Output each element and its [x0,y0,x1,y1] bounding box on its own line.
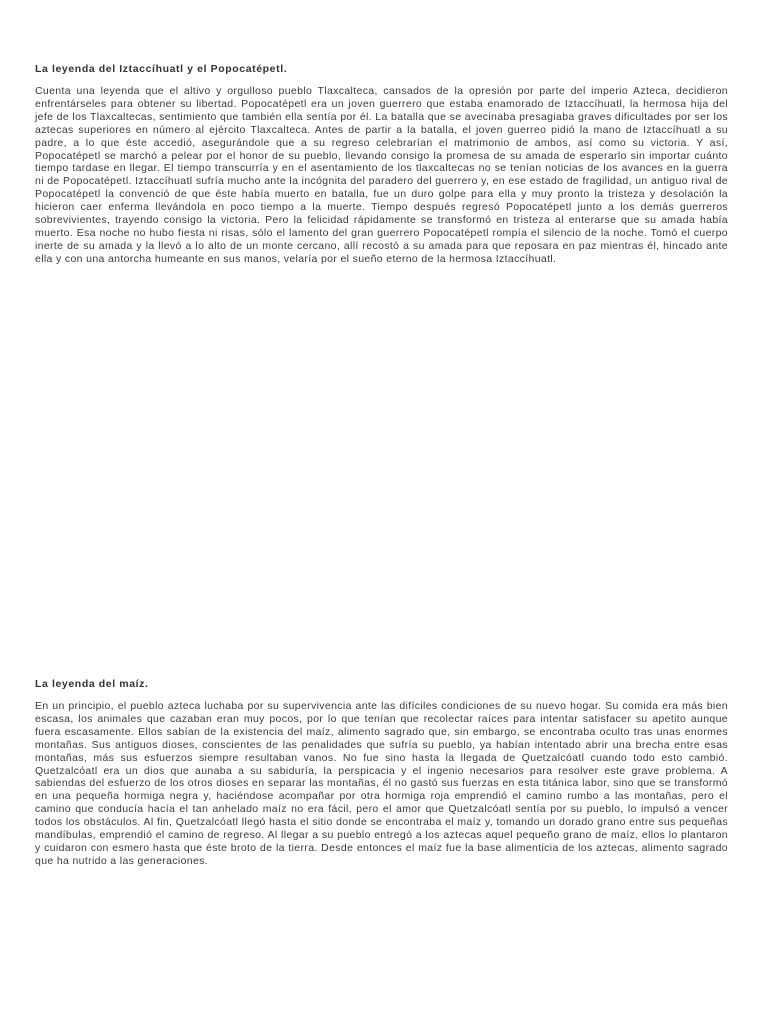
section-body: Cuenta una leyenda que el altivo y orgulloso pueblo Tlaxcalteca, cansados de la opresión por parte del imperio Azteca, decidieron enfrentárseles para obtener su libertad. Popocatépetl era un joven guerrero que estaba enamorado de Iztaccíhuatl, la hermosa hija del jefe de los Tlaxcaltecas, sentimiento que también ella sentía por él. La batalla que se avecinaba presagiaba graves dificultades por ser los aztecas superiores en número al ejército Tlaxcalteca. Antes de partir a la batalla, el joven guerreo pidió la mano de Iztaccíhuatl a su padre, a lo que éste accedió, asegurándole que a su regreso celebrarían el matrimonio de ambos, así como su victoria. Y así, Popocatépetl se marchó a pelear por el honor de su pueblo, llevando consigo la promesa de su amada de esperarlo sin importar cuánto tiempo tardase en llegar. El tiempo transcurría y en el asentamiento de los tlaxcaltecas no se tenían noticias de los avances en la guerra ni de Popocatépetl. Iztaccíhuatl sufría mucho ante la incógnita del paradero del guerrero y, en ese estado de fragilidad, un antiguo rival de Popocatépetl la convenció de que éste había muerto en batalla, fue un duro golpe para ella y muy pronto la tristeza y desolación la hicieron caer enferma llevándola en poco tiempo a la muerte. Tiempo después regresó Popocatépetl junto a los demás guerreros sobrevivientes, trayendo consigo la victoria. Pero la felicidad rápidamente se transformó en tristeza al enterarse que su amada había muerto. Esa noche no hubo fiesta ni risas, sólo el lamento del gran guerrero Popocatépetl rompía el silencio de la noche. Tomó el cuerpo inerte de su amada y la llevó a lo alto de un monte cercano, allí recostó a su amada para que reposara en paz mientras él, hincado ante ella y con una antorcha humeante en sus manos, velaría por el sueño eterno de la hermosa Iztaccíhuatl. [35,85,728,265]
section-body: En un principio, el pueblo azteca luchaba por su supervivencia ante las difíciles condiciones de su nuevo hogar. Su comida era más bien escasa, los animales que cazaban eran muy pocos, por lo que tenían que recolectar raíces para intentar satisfacer su apetito aunque fuera escasamente. Ellos sabían de la existencia del maíz, alimento sagrado que, sin embargo, se encontraba oculto tras unas enormes montañas. Sus antiguos dioses, conscientes de las penalidades que sufría su pueblo, ya habían intentado abrir una brecha entre esas montañas, más sus esfuerzos siempre resultaban vanos. No fue sino hasta la llegada de Quetzalcóatl cuando todo esto cambió. Quetzalcóatl era un dios que aunaba a su sabiduría, la perspicacia y el ingenio necesarios para resolver este grave problema. A sabiendas del esfuerzo de los otros dioses en separar las montañas, él no gastó sus fuerzas en esta titánica labor, sino que se transformó en una pequeña hormiga negra y, haciéndose acompañar por otra hormiga roja emprendió el camino rumbo a las montañas, pero el camino que conducía hacía el tan anhelado maíz no era fácil, pero el amor que Quetzalcóatl sentía por su pueblo, lo impulsó a vencer todos los obstáculos. Al fin, Quetzalcóatl llegó hasta el sitio donde se encontraba el maíz y, tomando un dorado grano entre sus pequeñas mandíbulas, emprendió el camino de regreso. Al llegar a su pueblo entregó a los aztecas aquel pequeño grano de maíz, ellos lo plantaron y cuidaron con esmero hasta que éste broto de la tierra. Desde entonces el maíz fue la base alimenticia de los aztecas, alimento sagrado que ha nutrido a las generaciones. [35,700,728,867]
section-title: La leyenda del Iztaccíhuatl y el Popocatépetl. [35,63,288,75]
legend-section-iztaccihuatl [35,62,728,266]
section-title: La leyenda del maíz. [35,678,149,690]
legend-section-maiz [35,677,728,868]
